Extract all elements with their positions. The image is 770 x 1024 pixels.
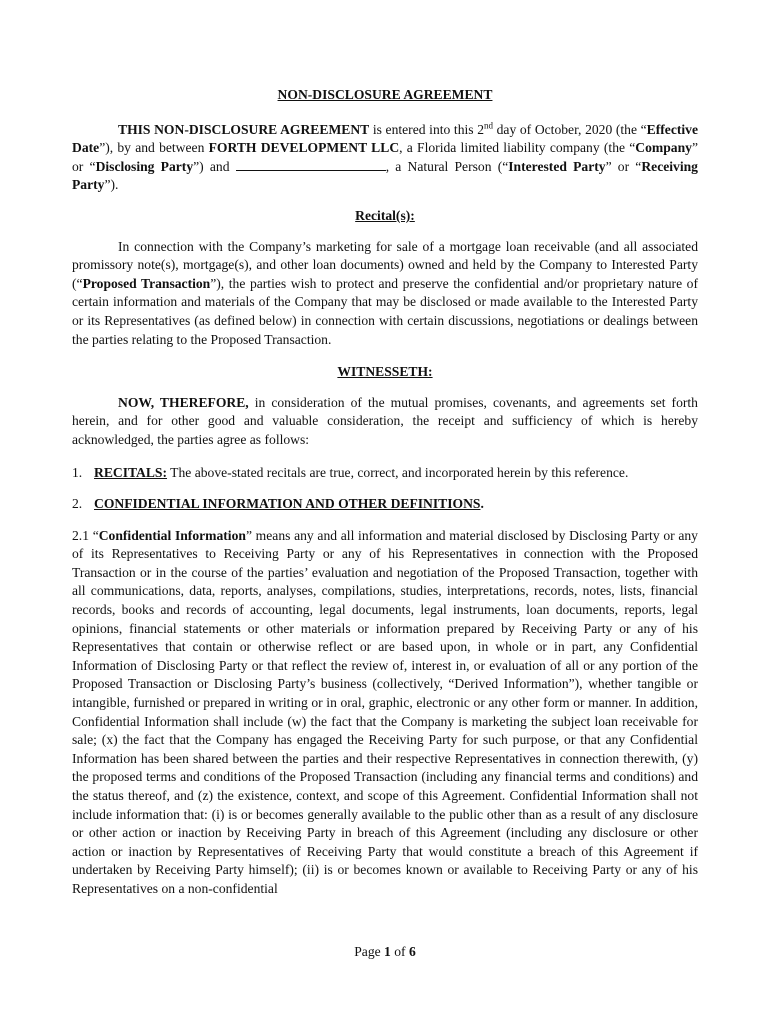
company-name: FORTH DEVELOPMENT LLC [208,140,400,156]
defined-term-proposed-transaction: Proposed Transaction [82,275,211,291]
section-1 [72,464,698,483]
intro-text: ” or “ [605,158,642,174]
recital-text: ”), the parties wish to protect and preserve the confidential and/or proprietary nature of certain information and materials of the Company that may be disclosed or made available to the Interested Party or its Representatives (as defined below) in connection with certain discussions, negotiations or dealings between the parties relating to the Proposed Transaction. [72,275,699,347]
section-number: 2. [72,496,83,512]
intro-text: , a Florida limited liability company (the “ [399,140,636,156]
intro-text: ”) and [193,158,236,174]
defined-term-effective-date: Effective Date [72,121,698,156]
footer-label: of [390,944,409,959]
now-therefore-paragraph [72,394,698,450]
intro-text: , a Natural Person (“ [385,158,509,174]
intro-text: ”). [104,177,119,193]
current-page-number: 1 [384,944,391,959]
intro-lead: THIS NON-DISCLOSURE AGREEMENT [118,121,370,137]
document-body [72,86,698,899]
intro-paragraph [72,121,698,195]
now-therefore-lead: NOW, THEREFORE, [118,394,249,410]
total-page-count: 6 [408,944,416,959]
intro-text: is entered into this 2 [369,121,484,137]
ordinal-suffix: nd [484,120,493,131]
document-title: NON-DISCLOSURE AGREEMENT [277,87,493,102]
section-2-1-paragraph [72,527,698,899]
section-2 [72,495,698,514]
defined-term-confidential-information: Confidential Information [98,527,246,543]
section-text: The above-stated recitals are true, correct, and incorporated herein by this reference. [167,464,629,480]
section-heading: CONFIDENTIAL INFORMATION AND OTHER DEFINITIONS [94,496,481,512]
defined-term-disclosing-party: Disclosing Party [95,158,194,174]
party-name-blank [236,158,386,171]
subsection-number: 2.1 “ [72,527,99,543]
recitals-heading: Recital(s): [355,207,415,223]
section-number: 1. [72,464,83,480]
defined-term-company: Company [635,140,692,156]
page-footer [0,944,770,960]
now-therefore-text: in consideration of the mutual promises, covenants, and agreements set forth herein, and for other good and valuable consideration, the receipt and sufficiency of which is hereby acknowledged, the parties agree as follows: [72,394,698,447]
intro-text: ” or “ [72,140,698,174]
intro-text: ”), by and between [99,140,209,156]
intro-text: day of October, 2020 (the “ [493,121,647,137]
subsection-text: ” means any and all information and material disclosed by Disclosing Party or any of its Representatives to Receiving Party or any of his Representatives in connection with the Proposed Transaction or in the course of the parties’ evaluation and negotiation of the Proposed Transaction, together with all communications, data, reports, analyses, compilations, studies, interpretations, records, notes, lists, financial records, books and records of accounting, legal documents, legal instruments, loan documents, reports, legal opinions, financial statements or other materials or information prepared by Receiving Party or any of his Representatives that contain or otherwise reflect or are based upon, in whole or in part, any Confidential Information of Disclosing Party or that reflect the review of, interest in, or evaluation of all or any portion of the Proposed Transaction or Disclosing Party’s business (collectively, “Derived Information”), whether tangible or intangible, furnished or prepared in writing or in oral, graphic, electronic or any other form or manner. In addition, Confidential Information shall include (w) the fact that the Company is marketing the subject loan receivable for sale; (x) the fact that the Company has engaged the Receiving Party for such purpose, or that any Confidential Information has been shared between the parties and their respective Representatives in connection therewith, (y) the proposed terms and conditions of the Proposed Transaction (including any financial terms and conditions) and the status thereof, and (z) the existence, context, and scope of this Agreement. Confidential Information shall not include information that: (i) is or becomes generally available to the public other than as a result of any disclosure or other action or inaction by Receiving Party in breach of this Agreement (including any disclosure or other action or inaction by Representatives of Receiving Party that would constitute a breach of this Agreement if undertaken by Receiving Party himself); (ii) is or becomes known or available to Receiving Party or any of his Representatives on a non-confidential [72,527,698,896]
section-heading-tail: . [480,496,484,512]
section-heading: RECITALS: [94,464,168,480]
witnesseth-heading: WITNESSETH: [337,364,433,380]
recital-paragraph [72,238,698,350]
recital-text: In connection with the Company’s marketing for sale of a mortgage loan receivable (and all associated promissory note(s), mortgage(s), and other loan documents) owned and held by the Company to Interested Party (“ [72,238,698,291]
defined-term-interested-party: Interested Party [508,158,606,174]
defined-term-receiving-party: Receiving Party [72,158,698,193]
footer-label: Page [354,944,385,959]
